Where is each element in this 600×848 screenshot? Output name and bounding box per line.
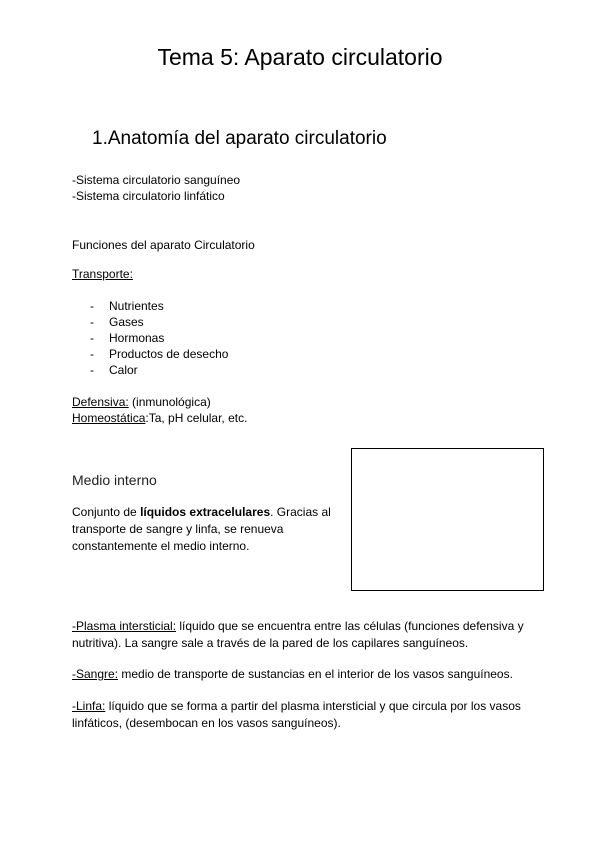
list-item (90, 346, 228, 362)
list-item (90, 298, 228, 314)
paragraph-text: Conjunto de (72, 505, 141, 519)
section-heading-anatomia: 1.Anatomía del aparato circulatorio (92, 128, 387, 149)
image-placeholder-box (351, 448, 544, 591)
system-item-sanguineo: -Sistema circulatorio sanguíneo (72, 173, 241, 187)
paragraph-bold-text: líquidos extracelulares (140, 505, 271, 519)
definition-term: -Linfa: (72, 699, 106, 713)
definition-text: líquido que se forma a partir del plasma intersticial y que circula por los vasos linfáticos, (desembocan en los vasos sanguíneos). (72, 699, 521, 730)
bullet-dash: - (90, 363, 94, 377)
definition-linfa (72, 698, 532, 732)
transporte-label: Transporte: (72, 267, 133, 281)
paragraph-text: . Gracias al transporte de sangre y linfa, se renueva constantemente el medio interno. (72, 505, 331, 553)
page-title: Tema 5: Aparato circulatorio (157, 44, 443, 70)
medio-interno-heading: Medio interno (72, 472, 157, 488)
definition-text: medio de transporte de sustancias en el interior de los vasos sanguíneos. (118, 667, 513, 681)
bullet-dash: - (90, 299, 94, 313)
definition-term: -Sangre: (72, 667, 119, 681)
list-item (90, 314, 228, 330)
definition-plasma (72, 618, 532, 652)
functions-heading: Funciones del aparato Circulatorio (72, 238, 255, 252)
bullet-dash: - (90, 315, 94, 329)
list-item-text: Calor (109, 363, 138, 377)
homeostatica-line (72, 410, 247, 426)
transporte-list (90, 298, 228, 378)
bullet-dash: - (90, 347, 94, 361)
definition-sangre (72, 666, 532, 683)
systems-list (72, 172, 240, 204)
homeostatica-label: Homeostática (72, 411, 146, 425)
list-item (90, 362, 228, 378)
list-item-text: Nutrientes (109, 299, 164, 313)
definition-text: líquido que se encuentra entre las células (funciones defensiva y nutritiva). La sangre sale a través de la pared de los capilares sanguíneos. (72, 619, 524, 650)
homeostatica-text: :Ta, pH celular, etc. (145, 411, 248, 425)
system-item-linfatico: -Sistema circulatorio linfático (72, 189, 225, 203)
list-item (90, 330, 228, 346)
medio-interno-paragraph (72, 504, 344, 555)
list-item-text: Hormonas (109, 331, 165, 345)
bullet-dash: - (90, 331, 94, 345)
list-item-text: Gases (109, 315, 144, 329)
definition-term: -Plasma intersticial: (72, 619, 177, 633)
list-item-text: Productos de desecho (109, 347, 229, 361)
defensiva-label: Defensiva: (72, 395, 129, 409)
defensiva-text: (inmunológica) (128, 395, 211, 409)
defensiva-line (72, 394, 211, 410)
